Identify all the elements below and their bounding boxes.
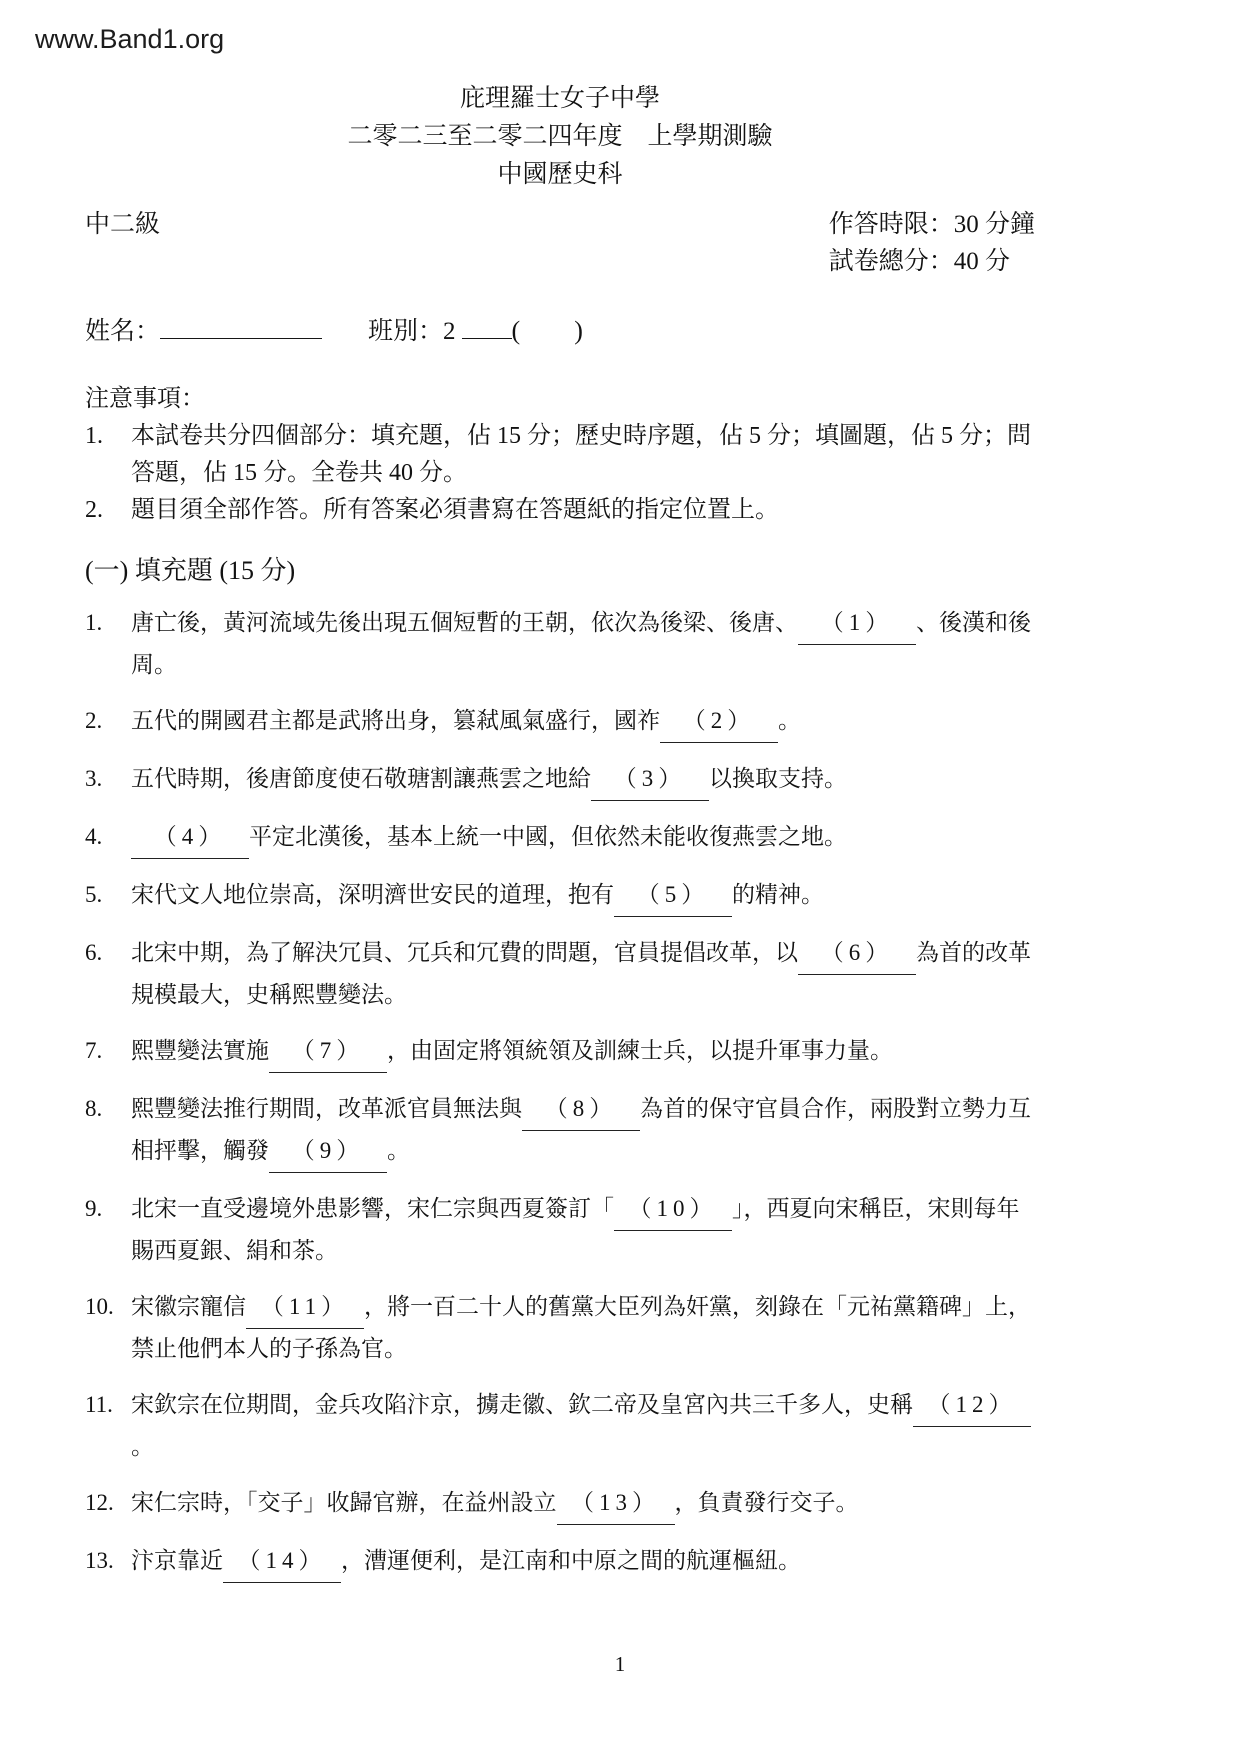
question-text-segment: 熙豐變法推行期間，改革派官員無法與	[131, 1096, 522, 1121]
question-row	[85, 875, 1035, 917]
fill-in-blank: （5）	[614, 875, 732, 917]
watermark-url: www.Band1.org	[35, 24, 225, 54]
class-label: 班別：2	[368, 318, 456, 345]
exam-session-title: 二零二三至二零二四年度 上學期測驗	[347, 123, 773, 150]
question-text	[131, 1287, 1035, 1369]
question-row	[85, 759, 1035, 801]
question-row	[85, 1089, 1035, 1173]
question-text-segment: 宋徽宗寵信	[131, 1294, 246, 1319]
page-content	[85, 80, 1035, 1599]
question-number: 11.	[85, 1392, 113, 1417]
question-text	[131, 1031, 1035, 1073]
question-text	[131, 1541, 1035, 1583]
note-text: 題目須全部作答。所有答案必須書寫在答題紙的指定位置上。	[131, 497, 779, 523]
fill-in-blank: （3）	[591, 759, 709, 801]
question-number: 1.	[85, 610, 103, 635]
question-text-segment: 、後漢和後周。	[131, 610, 1031, 677]
total-marks: 試卷總分：40 分	[828, 248, 1010, 275]
question-number: 10.	[85, 1294, 114, 1319]
note-number: 1.	[85, 423, 103, 449]
question-text-segment: 」，西夏向宋稱臣，宋則每年賜西夏銀、絹和茶。	[131, 1196, 1020, 1263]
class-number-paren-close: )	[574, 316, 583, 345]
notes-section	[85, 381, 1035, 529]
question-text	[131, 1089, 1035, 1173]
question-text-segment: 熙豐變法實施	[131, 1038, 269, 1063]
name-blank-line	[160, 338, 322, 339]
fill-in-blank: （11）	[246, 1287, 364, 1329]
question-text	[131, 933, 1035, 1015]
question-number: 3.	[85, 766, 103, 791]
question-row	[85, 817, 1035, 859]
question-text-segment: 。	[778, 708, 801, 733]
question-text-segment: ，漕運便利，是江南和中原之間的航運樞紐。	[341, 1548, 801, 1573]
question-number: 13.	[85, 1548, 114, 1573]
fill-in-blank: （1）	[798, 603, 916, 645]
question-row	[85, 1031, 1035, 1073]
subject-title: 中國歷史科	[497, 161, 623, 188]
fill-in-blank: （8）	[522, 1089, 640, 1131]
question-text-segment: ，負責發行交子。	[674, 1490, 859, 1515]
question-text-segment: 北宋一直受邊境外患影響，宋仁宗與西夏簽訂「	[131, 1196, 614, 1221]
section-title: (一) 填充題 (15 分)	[85, 556, 296, 585]
fill-in-blank: （2）	[660, 701, 778, 743]
class-blank-line	[462, 338, 512, 339]
title-block	[85, 80, 1035, 194]
question-row	[85, 1541, 1035, 1583]
info-row	[85, 206, 1035, 280]
exam-limits	[829, 206, 1035, 280]
fill-in-blank: （14）	[223, 1541, 341, 1583]
notes-list	[85, 418, 1035, 529]
question-text-segment: 宋仁宗時，「交子」收歸官辦，在益州設立	[131, 1490, 557, 1515]
question-number: 9.	[85, 1196, 103, 1221]
fill-in-blank: （12）	[913, 1385, 1031, 1427]
fill-in-blank: （7）	[269, 1031, 387, 1073]
question-text	[131, 603, 1035, 685]
class-number-paren-open: (	[511, 316, 521, 345]
question-number: 8.	[85, 1096, 103, 1121]
question-number: 5.	[85, 882, 103, 907]
fill-in-blank: （10）	[614, 1189, 732, 1231]
question-text-segment: 唐亡後，黃河流域先後出現五個短暫的王朝，依次為後梁、後唐、	[131, 610, 798, 635]
question-text-segment: 的精神。	[732, 882, 824, 907]
question-row	[85, 1483, 1035, 1525]
fill-in-blank: （13）	[557, 1483, 675, 1525]
question-text-segment: 為首的改革規模最大，史稱熙豐變法。	[131, 940, 1031, 1007]
question-text-segment: 北宋中期，為了解決冗員、冗兵和冗費的問題，官員提倡改革，以	[131, 940, 798, 965]
question-row	[85, 701, 1035, 743]
question-text-segment: 宋欽宗在位期間，金兵攻陷汴京，擄走徽、欽二帝及皇宮內共三千多人，史稱	[131, 1392, 913, 1417]
fill-in-blank: （9）	[269, 1131, 387, 1173]
question-text-segment: 。	[387, 1138, 410, 1163]
student-info-row	[85, 312, 1035, 351]
question-text	[131, 875, 1035, 917]
question-number: 4.	[85, 824, 103, 849]
question-text-segment: 五代的開國君主都是武將出身，篡弒風氣盛行，國祚	[131, 708, 660, 733]
notes-title: 注意事項：	[85, 386, 205, 412]
question-row	[85, 933, 1035, 1015]
question-text	[131, 1189, 1035, 1271]
question-text-segment: 宋代文人地位崇高，深明濟世安民的道理，抱有	[131, 882, 614, 907]
note-text: 本試卷共分四個部分：填充題，佔 15 分；歷史時序題，佔 5 分；填圖題，佔 5 分；問答題，佔 15 分。全卷共 40 分。	[131, 423, 1031, 486]
form-level: 中二級	[85, 211, 161, 238]
note-number: 2.	[85, 497, 103, 523]
question-text	[131, 1385, 1035, 1467]
question-row	[85, 603, 1035, 685]
fill-in-questions-list	[85, 603, 1035, 1583]
fill-in-blank: （4）	[131, 817, 249, 859]
question-text-segment: 為首的保守官員合作，兩股對立勢力互相抨擊，觸發	[131, 1096, 1031, 1163]
question-text-segment: 以換取支持。	[709, 766, 847, 791]
fill-in-blank: （6）	[798, 933, 916, 975]
question-text	[131, 701, 1035, 743]
question-row	[85, 1189, 1035, 1271]
question-text	[131, 817, 1035, 859]
question-number: 7.	[85, 1038, 103, 1063]
question-text-segment: 五代時期，後唐節度使石敬瑭割讓燕雲之地給	[131, 766, 591, 791]
question-number: 2.	[85, 708, 103, 733]
question-text-segment: 。	[131, 1434, 154, 1459]
question-number: 12.	[85, 1490, 114, 1515]
page-number: 1	[614, 1652, 626, 1676]
question-row	[85, 1287, 1035, 1369]
question-number: 6.	[85, 940, 103, 965]
question-text-segment: 平定北漢後，基本上統一中國，但依然未能收復燕雲之地。	[249, 824, 847, 849]
name-label: 姓名：	[85, 318, 161, 345]
question-text-segment: 汴京靠近	[131, 1548, 223, 1573]
question-text-segment: ，由固定將領統領及訓練士兵，以提升軍事力量。	[387, 1038, 893, 1063]
question-text-segment: ，將一百二十人的舊黨大臣列為奸黨，刻錄在「元祐黨籍碑」上，禁止他們本人的子孫為官。	[131, 1294, 1031, 1361]
question-text	[131, 759, 1035, 801]
question-row	[85, 1385, 1035, 1467]
note-item	[85, 492, 1035, 529]
school-name: 庇理羅士女子中學	[459, 85, 660, 112]
question-text	[131, 1483, 1035, 1525]
note-item	[85, 418, 1035, 492]
time-limit: 作答時限：30 分鐘	[828, 211, 1035, 238]
